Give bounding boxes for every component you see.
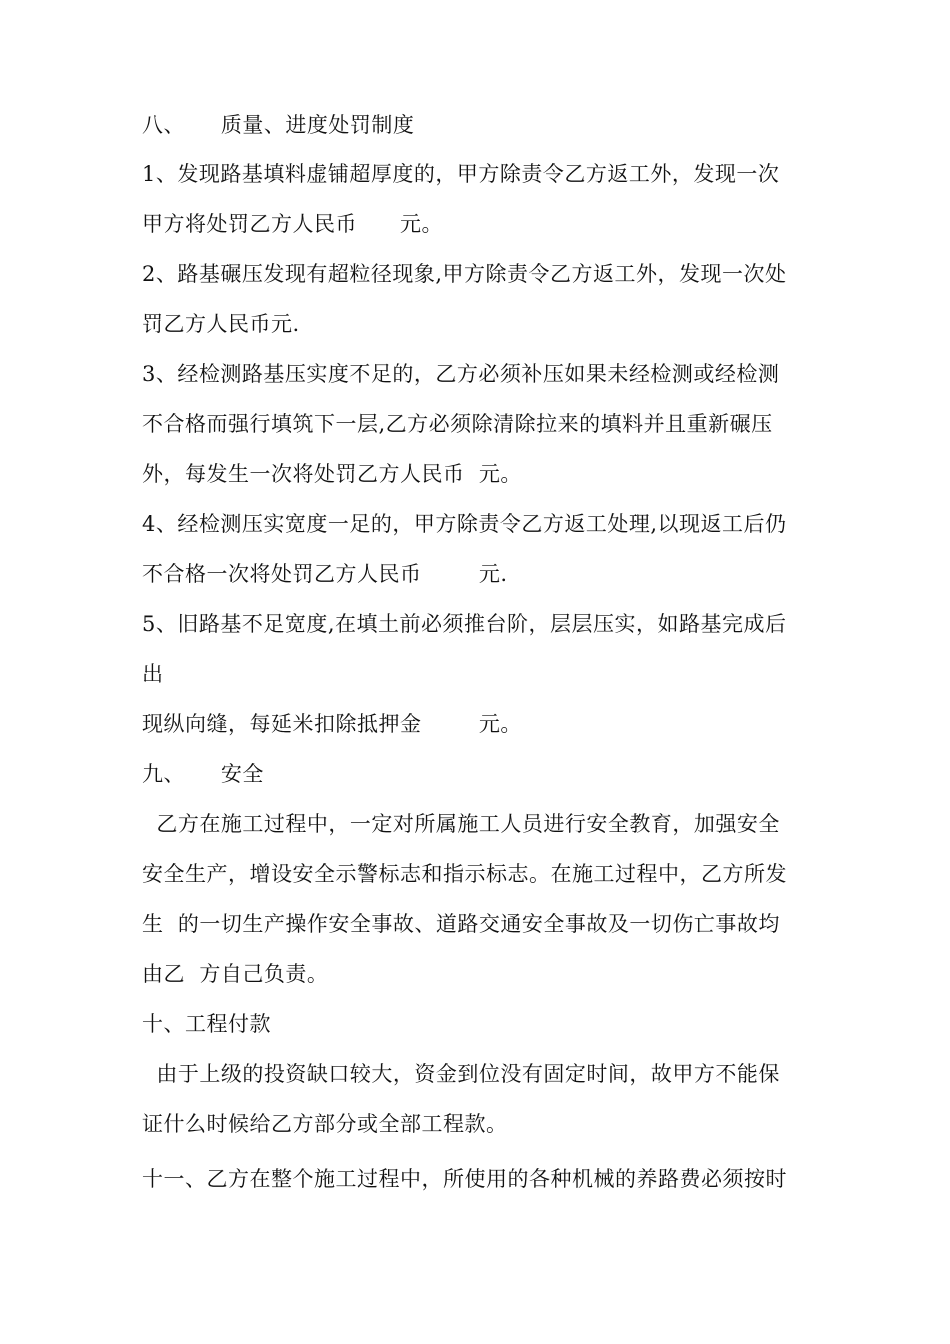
clause-8-5-line-1: 5、旧路基不足宽度,在填土前必须推台阶，层层压实，如路基完成后 [142, 612, 787, 636]
section-10-para-line-2: 证什么时候给乙方部分或全部工程款。 [142, 1112, 508, 1136]
section-8-heading: 八、 质量、进度处罚制度 [142, 113, 415, 137]
clause-8-2-line-2: 罚乙方人民币元. [142, 312, 300, 336]
clause-8-1-line-2: 甲方将处罚乙方人民币 元。 [142, 212, 444, 236]
clause-8-3-line-2: 不合格而强行填筑下一层,乙方必须除清除拉来的填料并且重新碾压 [142, 412, 773, 436]
section-9-para-line-3: 生 的一切生产操作安全事故、道路交通安全事故及一切伤亡事故均 [142, 912, 780, 936]
clause-8-3-line-1: 3、经检测路基压实度不足的，乙方必须补压如果未经检测或经检测 [142, 362, 780, 386]
clause-8-4-line-2: 不合格一次将处罚乙方人民币 元. [142, 562, 508, 586]
section-10-para-line-1: 由于上级的投资缺口较大，资金到位没有固定时间，故甲方不能保 [142, 1062, 780, 1086]
section-9-para-line-2: 安全生产，增设安全示警标志和指示标志。在施工过程中，乙方所发 [142, 862, 787, 886]
section-9-para-line-1: 乙方在施工过程中，一定对所属施工人员进行安全教育，加强安全 [142, 812, 780, 836]
clause-8-4-line-1: 4、经检测压实宽度一足的，甲方除责令乙方返工处理,以现返工后仍 [142, 512, 787, 536]
clause-8-2-line-1: 2、路基碾压发现有超粒径现象,甲方除责令乙方返工外，发现一次处 [142, 262, 787, 286]
section-11-line-1: 十一、乙方在整个施工过程中，所使用的各种机械的养路费必须按时 [142, 1167, 787, 1191]
section-10-heading: 十、工程付款 [142, 1012, 271, 1036]
section-9-para-line-4: 由乙 方自己负责。 [142, 962, 329, 986]
section-9-heading: 九、 安全 [142, 762, 264, 786]
clause-8-5-line-2: 出 [142, 662, 164, 686]
clause-8-1-line-1: 1、发现路基填料虚铺超厚度的，甲方除责令乙方返工外，发现一次 [142, 162, 780, 186]
clause-8-3-line-3: 外，每发生一次将处罚乙方人民币 元。 [142, 462, 522, 486]
clause-8-5-line-3: 现纵向缝，每延米扣除抵押金 元。 [142, 712, 522, 736]
